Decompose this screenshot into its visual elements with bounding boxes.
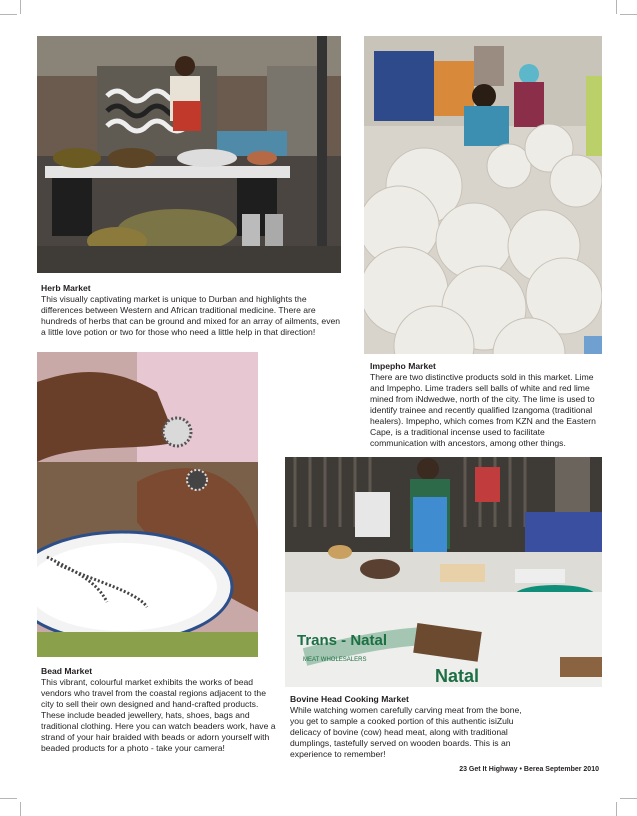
bead-market-title: Bead Market xyxy=(41,666,93,676)
bovine-market-photo xyxy=(285,457,602,687)
crop-mark xyxy=(20,0,21,14)
crop-mark xyxy=(0,798,17,799)
impepho-market-caption xyxy=(370,361,602,449)
crop-mark xyxy=(616,0,617,14)
crop-mark xyxy=(616,802,617,816)
counter-signage-subtext: MEAT WHOLESALERS xyxy=(303,657,367,663)
crop-mark xyxy=(0,14,17,15)
bead-market-caption xyxy=(41,666,276,754)
bovine-market-title: Bovine Head Cooking Market xyxy=(290,694,409,704)
impepho-market-title: Impepho Market xyxy=(370,361,436,371)
bovine-market-caption xyxy=(290,694,530,760)
bead-market-body: This vibrant, colourful market exhibits the works of bead vendors who travel from the coastal regions adjacent to the city to sell their own designed and hand-crafted products. These include beaded jewellery, hats, shoes, bags and traditional clothing. Here you can watch beaders work, have a strand of your hair braided with beads or adorn yourself with beaded products for a photo - take your camera! xyxy=(41,677,276,753)
herb-market-body: This visually captivating market is unique to Durban and highlights the differences between Western and African traditional medicine. There are hundreds of herbs that can be ground and mixed for an array of ailments, even a little love potion or two for those who need a little help in that direction! xyxy=(41,294,341,337)
crop-mark xyxy=(620,798,637,799)
herb-market-photo xyxy=(37,36,341,273)
bead-market-photo xyxy=(37,352,258,657)
impepho-market-body: There are two distinctive products sold in this market. Lime and Impepho. Lime traders sell balls of white and red lime mined from iNdwedwe, north of the city. The lime is used to identify trainee and recently qualified Izangoma (traditional healers). Impepho, which comes from KZN and the Eastern Cape, is a traditional incense used to facilitate communication with ancestors, among other things. xyxy=(370,372,596,448)
crop-mark xyxy=(20,802,21,816)
impepho-market-photo xyxy=(364,36,602,354)
herb-market-caption xyxy=(41,283,341,338)
page-folio: 23 Get It Highway • Berea September 2010 xyxy=(459,766,599,773)
counter-signage-text-2: Natal xyxy=(435,666,480,686)
crop-mark xyxy=(620,14,637,15)
bovine-market-body: While watching women carefully carving meat from the bone, you get to sample a cooked portion of this authentic isiZulu delicacy of bovine (cow) head meat, along with traditional dumplings, tastefully served on wooden boards. This is an experience to remember! xyxy=(290,705,522,759)
herb-market-title: Herb Market xyxy=(41,283,91,293)
counter-signage-text: Trans - Natal xyxy=(297,632,388,649)
